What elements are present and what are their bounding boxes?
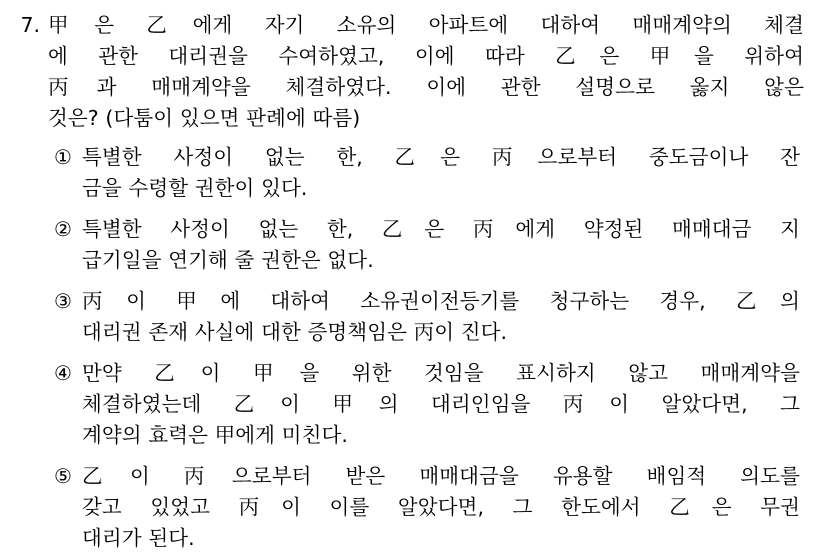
choice-line: 계약의 효력은 甲에게 미친다. (82, 423, 348, 447)
choice-marker: ① (54, 145, 72, 169)
question-stem-line: 甲은 乙에게 자기 소유의 아파트에 대하여 매매계약의 체결 (48, 13, 804, 37)
choice-line: 갖고 있었고 丙이 이를 알았다면, 그 한도에서 乙은 무권 (82, 495, 800, 519)
choice-marker: ⑤ (54, 464, 72, 488)
choice-line: 특별한 사정이 없는 한, 乙은 丙으로부터 중도금이나 잔 (82, 145, 800, 169)
choice-line: 만약 乙이 甲을 위한 것임을 표시하지 않고 매매계약을 (82, 361, 800, 385)
choice-marker: ② (54, 217, 72, 241)
choice-line: 급기일을 연기해 줄 권한은 없다. (82, 248, 374, 272)
choice-option-2[interactable] (54, 214, 804, 276)
choice-option-5[interactable] (54, 461, 804, 554)
choice-text (82, 286, 804, 348)
choice-line: 대리가 된다. (82, 526, 195, 550)
choice-option-1[interactable] (54, 142, 804, 204)
choice-line: 대리권 존재 사실에 대한 증명책임은 丙이 진다. (82, 320, 508, 344)
choice-text (82, 461, 804, 554)
choice-list (18, 142, 804, 554)
choice-line: 丙이 甲에 대하여 소유권이전등기를 청구하는 경우, 乙의 (82, 289, 800, 313)
question-number: 7. (20, 13, 40, 37)
choice-marker: ④ (54, 361, 72, 385)
choice-text (82, 214, 804, 276)
choice-line: 금을 수령할 권한이 있다. (82, 176, 308, 200)
choice-text (82, 142, 804, 204)
choice-line: 체결하였는데 乙이 甲의 대리인임을 丙이 알았다면, 그 (82, 392, 800, 416)
choice-text (82, 358, 804, 451)
choice-line: 乙이 丙으로부터 받은 매매대금을 유용할 배임적 의도를 (82, 464, 800, 488)
choice-option-4[interactable] (54, 358, 804, 451)
question-stem-line: 에 관한 대리권을 수여하였고, 이에 따라 乙은 甲을 위하여 (48, 44, 804, 68)
question-stem-line: 것은? (다툼이 있으면 판례에 따름) (48, 106, 361, 130)
question-stem (48, 10, 804, 134)
choice-line: 특별한 사정이 없는 한, 乙은 丙에게 약정된 매매대금 지 (82, 217, 800, 241)
choice-marker: ③ (54, 289, 72, 313)
choice-option-3[interactable] (54, 286, 804, 348)
question-block (18, 10, 804, 134)
question-stem-line: 丙과 매매계약을 체결하였다. 이에 관한 설명으로 옳지 않은 (48, 75, 804, 99)
